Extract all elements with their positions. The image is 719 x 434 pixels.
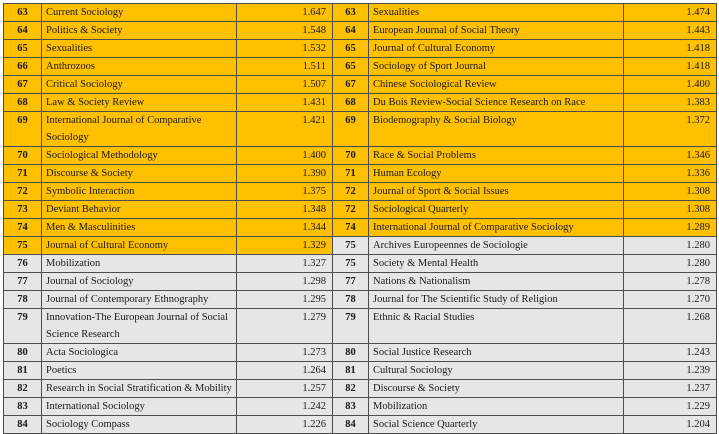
right-score-cell: 1.443 — [624, 22, 717, 40]
right-rank-cell: 70 — [333, 147, 369, 165]
right-rank-cell: 68 — [333, 94, 369, 112]
right-journal-name-cell: European Journal of Social Theory — [369, 22, 624, 40]
table-body — [4, 4, 717, 434]
right-journal-name-cell: Sexualities — [369, 4, 624, 22]
left-rank-cell: 63 — [4, 4, 42, 22]
left-rank-cell: 82 — [4, 380, 42, 398]
left-journal-name-cell: Mobilization — [42, 255, 237, 273]
right-rank-cell: 81 — [333, 362, 369, 380]
table-row — [4, 309, 717, 344]
right-journal-name-cell: Ethnic & Racial Studies — [369, 309, 624, 344]
left-rank-cell: 73 — [4, 201, 42, 219]
right-journal-name-cell: Social Justice Research — [369, 344, 624, 362]
left-score-cell: 1.257 — [237, 380, 333, 398]
left-rank-cell: 72 — [4, 183, 42, 201]
right-journal-name-cell: Society & Mental Health — [369, 255, 624, 273]
left-rank-cell: 79 — [4, 309, 42, 344]
table-row — [4, 237, 717, 255]
right-rank-cell: 64 — [333, 22, 369, 40]
right-score-cell: 1.474 — [624, 4, 717, 22]
right-score-cell: 1.268 — [624, 309, 717, 344]
table-row — [4, 201, 717, 219]
left-score-cell: 1.242 — [237, 398, 333, 416]
right-journal-name-cell: Mobilization — [369, 398, 624, 416]
right-journal-name-cell: Social Science Quarterly — [369, 416, 624, 434]
left-score-cell: 1.400 — [237, 147, 333, 165]
left-rank-cell: 74 — [4, 219, 42, 237]
table-row — [4, 58, 717, 76]
right-score-cell: 1.289 — [624, 219, 717, 237]
table-row — [4, 416, 717, 434]
left-score-cell: 1.298 — [237, 273, 333, 291]
left-rank-cell: 71 — [4, 165, 42, 183]
left-rank-cell: 77 — [4, 273, 42, 291]
left-rank-cell: 69 — [4, 112, 42, 147]
right-score-cell: 1.237 — [624, 380, 717, 398]
left-score-cell: 1.647 — [237, 4, 333, 22]
table-row — [4, 147, 717, 165]
left-journal-name-cell: Symbolic Interaction — [42, 183, 237, 201]
right-rank-cell: 74 — [333, 219, 369, 237]
left-score-cell: 1.264 — [237, 362, 333, 380]
right-rank-cell: 78 — [333, 291, 369, 309]
right-rank-cell: 75 — [333, 255, 369, 273]
table-row — [4, 273, 717, 291]
right-rank-cell: 71 — [333, 165, 369, 183]
table-row — [4, 183, 717, 201]
right-rank-cell: 82 — [333, 380, 369, 398]
left-rank-cell: 76 — [4, 255, 42, 273]
right-score-cell: 1.308 — [624, 201, 717, 219]
left-rank-cell: 75 — [4, 237, 42, 255]
right-score-cell: 1.280 — [624, 237, 717, 255]
right-rank-cell: 69 — [333, 112, 369, 147]
left-score-cell: 1.548 — [237, 22, 333, 40]
left-rank-cell: 81 — [4, 362, 42, 380]
right-score-cell: 1.280 — [624, 255, 717, 273]
left-journal-name-cell: Innovation-The European Journal of Social Science Research — [42, 309, 237, 344]
left-score-cell: 1.329 — [237, 237, 333, 255]
journal-ranking-table — [3, 3, 717, 434]
right-rank-cell: 72 — [333, 201, 369, 219]
left-journal-name-cell: Poetics — [42, 362, 237, 380]
left-journal-name-cell: International Journal of Comparative Sociology — [42, 112, 237, 147]
left-score-cell: 1.375 — [237, 183, 333, 201]
left-rank-cell: 66 — [4, 58, 42, 76]
right-journal-name-cell: Nations & Nationalism — [369, 273, 624, 291]
left-score-cell: 1.279 — [237, 309, 333, 344]
table-row — [4, 4, 717, 22]
left-rank-cell: 78 — [4, 291, 42, 309]
left-score-cell: 1.273 — [237, 344, 333, 362]
right-rank-cell: 65 — [333, 40, 369, 58]
right-rank-cell: 83 — [333, 398, 369, 416]
left-journal-name-cell: Law & Society Review — [42, 94, 237, 112]
right-score-cell: 1.308 — [624, 183, 717, 201]
left-rank-cell: 84 — [4, 416, 42, 434]
right-score-cell: 1.229 — [624, 398, 717, 416]
left-score-cell: 1.431 — [237, 94, 333, 112]
left-score-cell: 1.390 — [237, 165, 333, 183]
right-score-cell: 1.383 — [624, 94, 717, 112]
right-journal-name-cell: Cultural Sociology — [369, 362, 624, 380]
table-row — [4, 94, 717, 112]
left-journal-name-cell: Deviant Behavior — [42, 201, 237, 219]
left-rank-cell: 68 — [4, 94, 42, 112]
left-rank-cell: 65 — [4, 40, 42, 58]
left-rank-cell: 70 — [4, 147, 42, 165]
right-journal-name-cell: Sociological Quarterly — [369, 201, 624, 219]
right-score-cell: 1.418 — [624, 58, 717, 76]
left-score-cell: 1.421 — [237, 112, 333, 147]
left-journal-name-cell: Sociology Compass — [42, 416, 237, 434]
right-score-cell: 1.346 — [624, 147, 717, 165]
left-rank-cell: 64 — [4, 22, 42, 40]
right-rank-cell: 67 — [333, 76, 369, 94]
left-journal-name-cell: Journal of Contemporary Ethnography — [42, 291, 237, 309]
right-rank-cell: 77 — [333, 273, 369, 291]
right-rank-cell: 75 — [333, 237, 369, 255]
right-journal-name-cell: Race & Social Problems — [369, 147, 624, 165]
right-journal-name-cell: Human Ecology — [369, 165, 624, 183]
right-journal-name-cell: Journal of Sport & Social Issues — [369, 183, 624, 201]
left-score-cell: 1.511 — [237, 58, 333, 76]
table-row — [4, 165, 717, 183]
table-row — [4, 362, 717, 380]
right-score-cell: 1.270 — [624, 291, 717, 309]
left-journal-name-cell: Research in Social Stratification & Mobility — [42, 380, 237, 398]
left-score-cell: 1.226 — [237, 416, 333, 434]
right-journal-name-cell: Journal for The Scientific Study of Religion — [369, 291, 624, 309]
left-journal-name-cell: Discourse & Society — [42, 165, 237, 183]
left-journal-name-cell: Journal of Sociology — [42, 273, 237, 291]
table-row — [4, 219, 717, 237]
table-row — [4, 291, 717, 309]
left-journal-name-cell: Current Sociology — [42, 4, 237, 22]
right-journal-name-cell: Chinese Sociological Review — [369, 76, 624, 94]
right-score-cell: 1.278 — [624, 273, 717, 291]
left-journal-name-cell: Men & Masculinities — [42, 219, 237, 237]
table-row — [4, 112, 717, 147]
left-rank-cell: 80 — [4, 344, 42, 362]
right-score-cell: 1.204 — [624, 416, 717, 434]
right-rank-cell: 84 — [333, 416, 369, 434]
right-journal-name-cell: Discourse & Society — [369, 380, 624, 398]
right-rank-cell: 65 — [333, 58, 369, 76]
left-journal-name-cell: Anthrozoos — [42, 58, 237, 76]
left-journal-name-cell: Acta Sociologica — [42, 344, 237, 362]
right-journal-name-cell: Archives Europeennes de Sociologie — [369, 237, 624, 255]
table-row — [4, 40, 717, 58]
left-score-cell: 1.348 — [237, 201, 333, 219]
left-journal-name-cell: Sexualities — [42, 40, 237, 58]
table-row — [4, 398, 717, 416]
table-row — [4, 344, 717, 362]
right-journal-name-cell: Biodemography & Social Biology — [369, 112, 624, 147]
right-rank-cell: 63 — [333, 4, 369, 22]
left-score-cell: 1.327 — [237, 255, 333, 273]
right-journal-name-cell: International Journal of Comparative Sociology — [369, 219, 624, 237]
left-score-cell: 1.507 — [237, 76, 333, 94]
left-journal-name-cell: Sociological Methodology — [42, 147, 237, 165]
right-score-cell: 1.400 — [624, 76, 717, 94]
left-journal-name-cell: Journal of Cultural Economy — [42, 237, 237, 255]
right-journal-name-cell: Sociology of Sport Journal — [369, 58, 624, 76]
right-score-cell: 1.243 — [624, 344, 717, 362]
right-score-cell: 1.418 — [624, 40, 717, 58]
right-score-cell: 1.336 — [624, 165, 717, 183]
right-score-cell: 1.239 — [624, 362, 717, 380]
right-rank-cell: 72 — [333, 183, 369, 201]
table-row — [4, 76, 717, 94]
left-score-cell: 1.295 — [237, 291, 333, 309]
left-rank-cell: 67 — [4, 76, 42, 94]
left-score-cell: 1.532 — [237, 40, 333, 58]
table-row — [4, 380, 717, 398]
right-journal-name-cell: Journal of Cultural Economy — [369, 40, 624, 58]
table-row — [4, 255, 717, 273]
table-row — [4, 22, 717, 40]
right-rank-cell: 79 — [333, 309, 369, 344]
left-journal-name-cell: Politics & Society — [42, 22, 237, 40]
left-journal-name-cell: Critical Sociology — [42, 76, 237, 94]
left-rank-cell: 83 — [4, 398, 42, 416]
right-rank-cell: 80 — [333, 344, 369, 362]
right-score-cell: 1.372 — [624, 112, 717, 147]
right-journal-name-cell: Du Bois Review-Social Science Research on Race — [369, 94, 624, 112]
left-journal-name-cell: International Sociology — [42, 398, 237, 416]
left-score-cell: 1.344 — [237, 219, 333, 237]
